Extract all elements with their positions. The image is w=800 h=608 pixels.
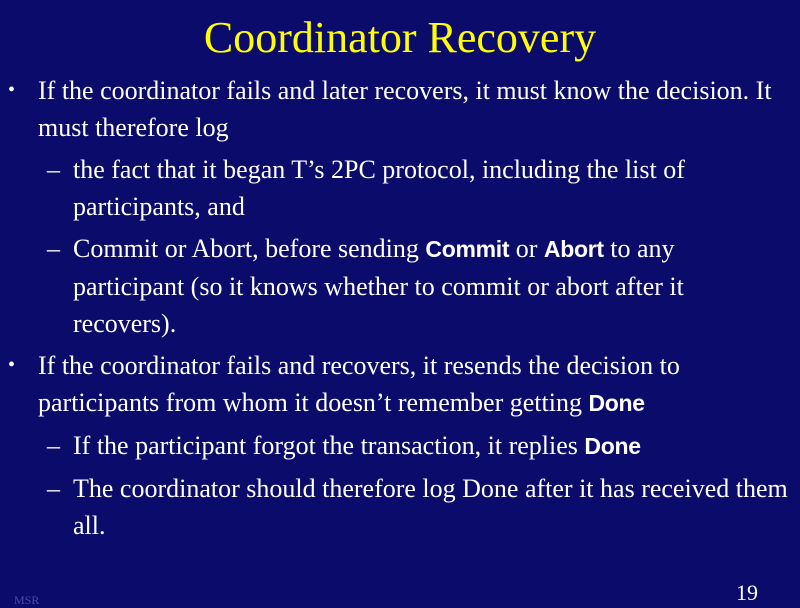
keyword-done: Done [584,433,641,459]
keyword-done: Done [588,390,645,416]
slide-body [0,72,800,549]
bullet-2-text: If the coordinator fails and recovers, it resends the decision to participants from whom it doesn’t remember getting [38,351,680,417]
sub-bullet-2-1 [0,427,800,465]
sub-bullet-1-2-text-a: Commit or Abort, before sending [73,234,426,263]
keyword-abort: Abort [543,236,604,262]
sub-bullet-2-1-text: If the participant forgot the transaction, it replies [73,431,585,460]
keyword-commit: Commit [425,236,510,262]
sub-bullet-1-1 [0,151,800,225]
footer-label: MSR [14,593,40,607]
sub-bullet-marker: – [47,155,60,184]
bullet-marker: • [8,79,16,101]
sub-bullet-1-2-text-b: or [509,234,544,263]
sub-bullet-marker: – [47,474,60,503]
bullet-marker: • [8,354,16,376]
sub-bullet-1-2-text-c: to any participant (so it knows whether to commit or abort after it recovers). [73,234,684,338]
sub-bullet-2-2 [0,470,800,544]
slide-title: Coordinator Recovery [203,13,597,62]
slide-number: 19 [736,580,758,605]
sub-bullet-1-1-text: the fact that it began T’s 2PC protocol, including the list of participants, and [73,155,685,221]
sub-bullet-marker: – [47,234,60,263]
bullet-2 [0,347,800,422]
bullet-1-text: If the coordinator fails and later recovers, it must know the decision. It must therefore log [38,76,772,142]
sub-bullet-2-2-text: The coordinator should therefore log Done after it has received them all. [73,474,788,540]
sub-bullet-marker: – [47,431,60,460]
bullet-1 [0,72,800,146]
sub-bullet-1-2 [0,230,800,342]
